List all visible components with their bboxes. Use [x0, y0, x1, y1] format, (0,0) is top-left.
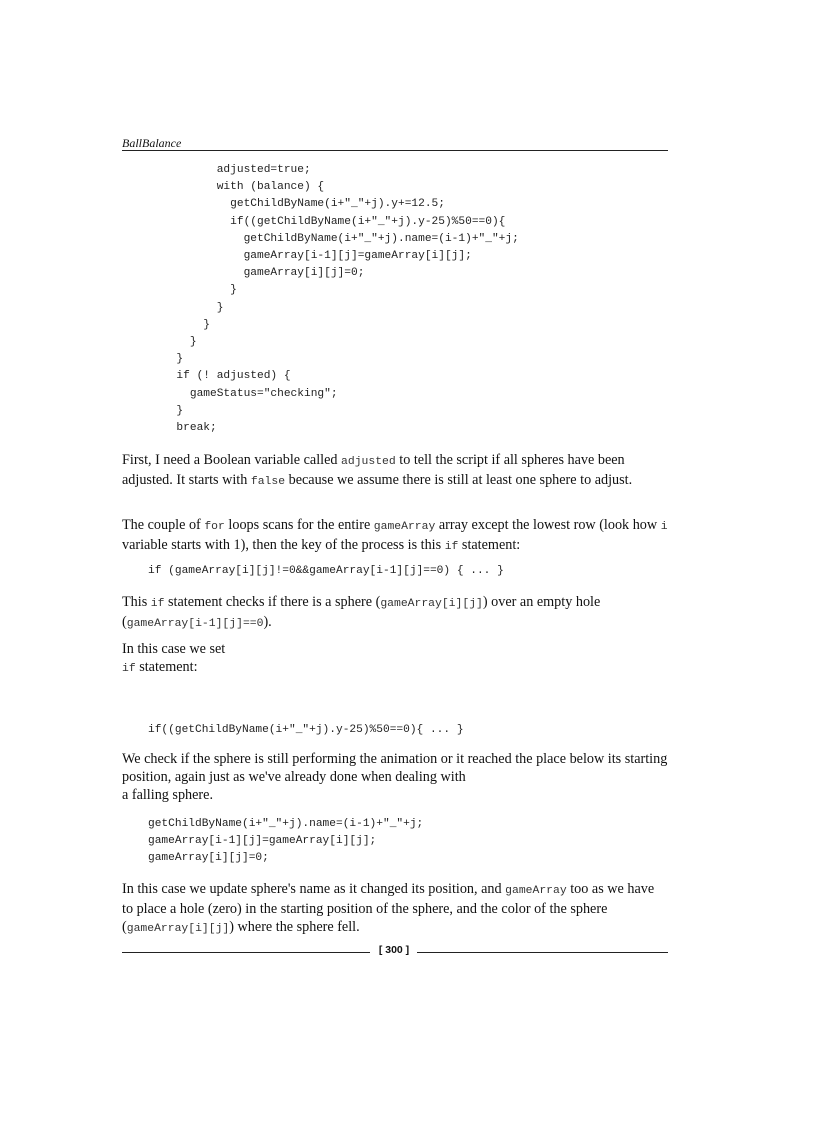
code-if-animation: if((getChildByName(i+"_"+j).y-25)%50==0){ ... } — [148, 724, 464, 736]
code-line: } — [163, 336, 197, 349]
header-rule — [122, 150, 668, 151]
code-line: } — [163, 353, 184, 366]
code-block-bottom — [148, 816, 423, 868]
paragraph-update-name: In this case we update sphere's name as it changed its position, and gameArray too as we have to place a hole (zero) in the starting position of the sphere, and the color of the sphere (gameArray[i][j]) where the sphere fell. — [122, 881, 655, 935]
code-block-top — [163, 162, 519, 437]
code-line: gameArray[i][j]=0; — [148, 852, 269, 865]
code-line: break; — [163, 422, 217, 435]
paragraph-move-down: In this case we set if statement: — [122, 641, 226, 675]
code-line: with (balance) { — [163, 181, 325, 194]
running-header: BallBalance — [122, 136, 182, 150]
code-line: gameStatus="checking"; — [163, 387, 338, 400]
code-line: getChildByName(i+"_"+j).y+=12.5; — [163, 198, 445, 211]
code-line: } — [163, 318, 210, 331]
paragraph-if-check: This if statement checks if there is a sphere (gameArray[i][j]) over an empty hole (gameArray[i-1][j]==0). — [122, 594, 601, 630]
code-line: adjusted=true; — [163, 164, 311, 176]
footer-rule-left — [122, 952, 370, 953]
code-line: gameArray[i-1][j]=gameArray[i][j]; — [148, 835, 377, 848]
footer-rule-right — [417, 952, 668, 953]
code-line: if((getChildByName(i+"_"+j).y-25)%50==0){ — [163, 215, 506, 228]
code-line: gameArray[i-1][j]=gameArray[i][j]; — [163, 250, 472, 263]
code-line: } — [163, 284, 237, 297]
code-line: if (! adjusted) { — [163, 370, 291, 383]
page-number: [ 300 ] — [378, 944, 410, 956]
code-line: } — [163, 404, 184, 417]
paragraph-adjusted: First, I need a Boolean variable called adjusted to tell the script if all spheres have been adjusted. It starts with false because we assume there is still at least one sphere to adjust. — [122, 452, 633, 488]
code-line: gameArray[i][j]=0; — [163, 267, 365, 280]
code-line: getChildByName(i+"_"+j).name=(i-1)+"_"+j; — [163, 232, 519, 245]
code-if-statement: if (gameArray[i][j]!=0&&gameArray[i-1][j]==0) { ... } — [148, 565, 504, 577]
code-line: } — [163, 301, 224, 314]
paragraph-animation-check: We check if the sphere is still performing the animation or it reached the place below its starting position, again just as we've already done when dealing with a falling sphere. — [122, 751, 668, 803]
code-line: getChildByName(i+"_"+j).name=(i-1)+"_"+j; — [148, 818, 424, 830]
paragraph-for-loops: The couple of for loops scans for the entire gameArray array except the lowest row (look how i variable starts with 1), then the key of the process is this if statement: — [122, 517, 668, 553]
page-footer — [122, 945, 668, 959]
